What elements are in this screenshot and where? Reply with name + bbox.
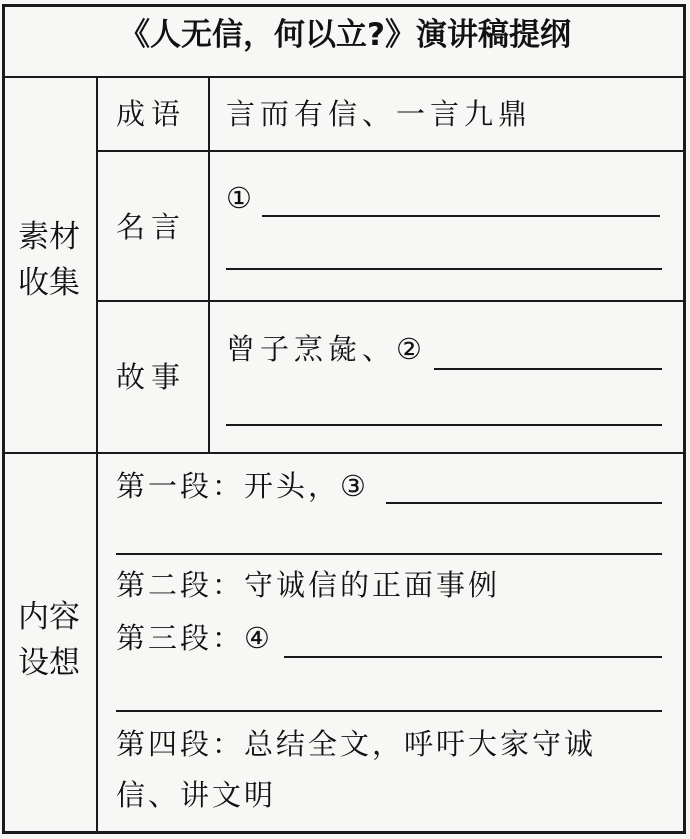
row-content-idiom: 言而有信、一言九鼎 [226, 97, 533, 131]
label-column-divider [208, 76, 210, 452]
row-label-quote: 名言 [116, 210, 187, 244]
answer-blank-4b[interactable] [116, 710, 662, 712]
outer-border-left [2, 4, 5, 834]
section-label-content: 内容设想 [18, 599, 80, 681]
page-title: 《人无信，何以立?》演讲稿提纲 [119, 17, 571, 53]
paragraph-4-line-2: 信、讲文明 [116, 778, 277, 812]
answer-blank-4a[interactable] [284, 656, 662, 658]
answer-blank-2b[interactable] [226, 424, 662, 426]
paragraph-4-line-1: 第四段：总结全文，呼吁大家守诚 [116, 727, 597, 761]
answer-blank-1a[interactable] [262, 215, 660, 217]
row-content-story: 曾子烹彘、② [226, 332, 427, 366]
row-divider-1 [96, 150, 686, 152]
outer-border-right [683, 4, 686, 834]
paragraph-2: 第二段：守诚信的正面事例 [116, 568, 501, 602]
title-divider [2, 76, 686, 78]
answer-blank-1b[interactable] [226, 268, 662, 270]
outer-border-bottom [2, 831, 686, 834]
paragraph-1: 第一段：开头，③ [116, 469, 369, 503]
section-label-material: 素材收集 [18, 219, 80, 301]
outer-border-top [2, 4, 686, 7]
row-divider-2 [96, 300, 686, 302]
row-label-story: 故事 [116, 360, 187, 394]
paragraph-3: 第三段：④ [116, 621, 273, 655]
answer-blank-3a[interactable] [386, 502, 662, 504]
row-content-quote: ① [226, 181, 257, 215]
left-column-divider [96, 76, 98, 834]
answer-blank-3b[interactable] [116, 553, 662, 555]
section-divider [2, 452, 686, 454]
row-label-idiom: 成语 [116, 97, 187, 131]
answer-blank-2a[interactable] [434, 368, 662, 370]
